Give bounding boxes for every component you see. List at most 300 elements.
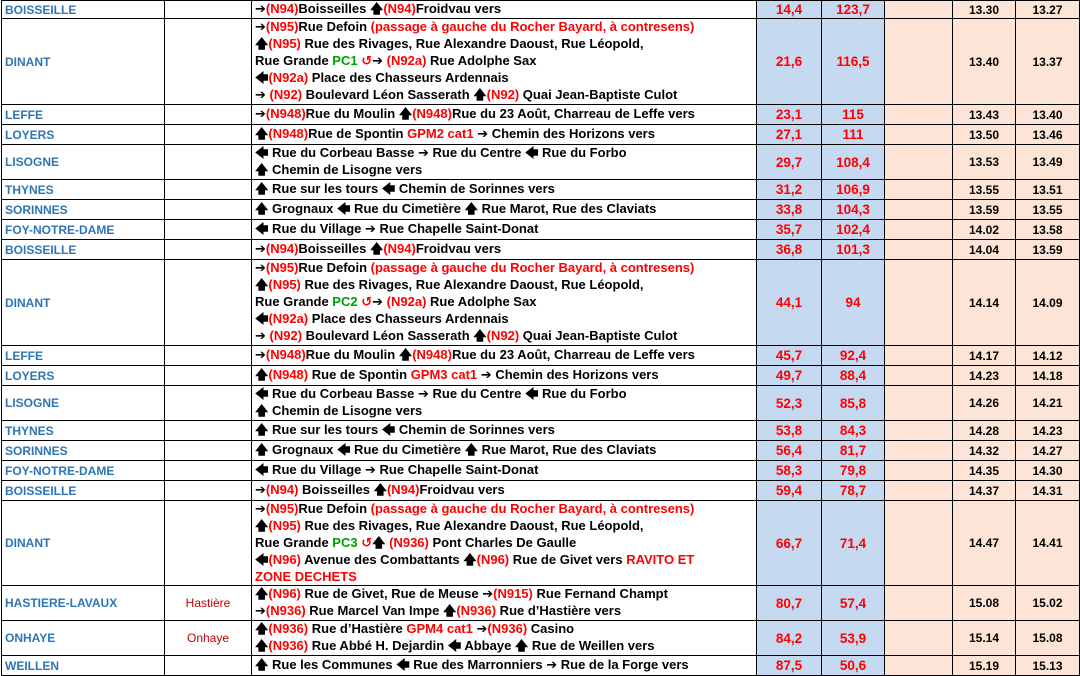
route-text: Rue du Moulin bbox=[305, 106, 399, 121]
route-line bbox=[255, 347, 753, 364]
table-row bbox=[2, 125, 1080, 145]
route-line bbox=[255, 442, 753, 459]
km-remaining-cell: 71,4 bbox=[822, 501, 885, 586]
km-remaining-cell: 108,4 bbox=[822, 145, 885, 180]
road-number: (N94) bbox=[265, 1, 299, 16]
arrow-right-icon: ➔ bbox=[255, 20, 266, 35]
route-directions-cell bbox=[252, 461, 757, 481]
route-line bbox=[255, 162, 753, 179]
location-cell: DINANT bbox=[2, 19, 165, 105]
checkpoint-label: PC2 bbox=[332, 294, 358, 309]
table-row bbox=[2, 621, 1080, 656]
time-slow-cell: 14.12 bbox=[1016, 346, 1080, 366]
road-number: (N95) bbox=[268, 518, 301, 533]
route-text: Rue Grande bbox=[255, 535, 333, 550]
route-directions-cell bbox=[252, 586, 757, 621]
table-row bbox=[2, 346, 1080, 366]
route-text: Rue du Moulin bbox=[305, 347, 399, 362]
arrow-right-icon: ➔ bbox=[476, 622, 488, 637]
route-text: Quai Jean-Baptiste Culot bbox=[519, 328, 678, 343]
route-text: Rue du Centre bbox=[428, 386, 525, 401]
empty-cell bbox=[885, 461, 953, 481]
route-text: Chemin des Horizons vers bbox=[488, 126, 655, 141]
arrow-up-icon: 🡅 bbox=[255, 37, 269, 52]
road-number: (N96) bbox=[476, 552, 510, 567]
table-row bbox=[2, 19, 1080, 105]
route-text: Rue d’Hastière bbox=[308, 621, 407, 636]
time-fast-cell: 14.02 bbox=[953, 220, 1016, 240]
km-done-cell: 58,3 bbox=[757, 461, 822, 481]
route-text: Abbaye bbox=[461, 638, 515, 653]
route-table-body bbox=[2, 1, 1080, 676]
empty-cell bbox=[885, 1, 953, 19]
empty-cell bbox=[885, 19, 953, 105]
arrow-up-icon: 🡅 bbox=[369, 242, 384, 257]
route-text: Rue de Givet, Rue de Meuse bbox=[300, 586, 483, 601]
route-text: Rue sur les tours bbox=[268, 181, 382, 196]
location-cell: LISOGNE bbox=[2, 145, 165, 180]
route-line bbox=[255, 403, 753, 420]
km-done-cell: 56,4 bbox=[757, 441, 822, 461]
time-slow-cell: 13.46 bbox=[1016, 125, 1080, 145]
route-directions-cell bbox=[252, 441, 757, 461]
empty-cell bbox=[885, 386, 953, 421]
location-cell: HASTIERE-LAVAUX bbox=[2, 586, 165, 621]
commune-cell bbox=[165, 366, 252, 386]
arrow-up-icon: 🡅 bbox=[255, 519, 269, 534]
route-text: Place des Chasseurs Ardennais bbox=[308, 311, 509, 326]
road-number: (N936) bbox=[268, 638, 309, 653]
road-number: (N94) bbox=[383, 1, 416, 16]
route-text: Grognaux bbox=[268, 442, 337, 457]
arrow-right-icon: ➔ bbox=[480, 368, 492, 383]
route-directions-cell bbox=[252, 346, 757, 366]
table-row bbox=[2, 220, 1080, 240]
route-line bbox=[255, 36, 753, 53]
km-done-cell: 44,1 bbox=[757, 260, 822, 346]
commune-cell bbox=[165, 260, 252, 346]
road-number: (N92a) bbox=[268, 70, 309, 85]
route-text: Chemin des Horizons vers bbox=[491, 367, 659, 382]
km-done-cell: 14,4 bbox=[757, 1, 822, 19]
arrow-up-icon: 🡅 bbox=[464, 443, 478, 458]
time-fast-cell: 13.40 bbox=[953, 19, 1016, 105]
route-text: Boisseilles bbox=[298, 241, 370, 256]
arrow-left-icon: 🡄 bbox=[255, 146, 269, 161]
time-slow-cell: 13.40 bbox=[1016, 105, 1080, 125]
km-done-cell: 80,7 bbox=[757, 586, 822, 621]
table-row bbox=[2, 586, 1080, 621]
location-cell: FOY-NOTRE-DAME bbox=[2, 461, 165, 481]
arrow-right-icon: ➔ bbox=[365, 463, 376, 478]
arrow-up-icon: 🡅 bbox=[463, 553, 477, 568]
arrow-right-icon: ➔ bbox=[255, 88, 266, 103]
route-directions-cell bbox=[252, 260, 757, 346]
route-text: Froidvau vers bbox=[419, 482, 505, 497]
climb-label: GPM4 cat1 bbox=[406, 621, 473, 636]
table-row bbox=[2, 366, 1080, 386]
time-fast-cell: 13.30 bbox=[953, 1, 1016, 19]
time-slow-cell: 14.23 bbox=[1016, 421, 1080, 441]
route-line bbox=[255, 586, 753, 603]
location-cell: DINANT bbox=[2, 501, 165, 586]
time-fast-cell: 13.55 bbox=[953, 180, 1016, 200]
route-text: Rue de Givet vers bbox=[509, 552, 627, 567]
road-number: (N948) bbox=[268, 126, 309, 141]
empty-cell bbox=[885, 421, 953, 441]
arrow-up-icon: 🡅 bbox=[369, 2, 384, 17]
location-cell: SORINNES bbox=[2, 441, 165, 461]
route-text: Rue du Corbeau Basse bbox=[268, 145, 418, 160]
location-cell: FOY-NOTRE-DAME bbox=[2, 220, 165, 240]
table-row bbox=[2, 105, 1080, 125]
feed-zone-label: ZONE DECHETS bbox=[255, 569, 357, 584]
arrow-right-icon: ➔ bbox=[477, 127, 489, 142]
road-number: (N948) bbox=[268, 367, 309, 382]
road-number: (N95) bbox=[265, 501, 299, 516]
commune-cell bbox=[165, 461, 252, 481]
route-directions-cell bbox=[252, 386, 757, 421]
route-text: Rue de Weillen vers bbox=[528, 638, 655, 653]
arrow-right-icon: ➔ bbox=[255, 261, 266, 276]
km-remaining-cell: 104,3 bbox=[822, 200, 885, 220]
commune-cell bbox=[165, 125, 252, 145]
route-line bbox=[255, 53, 753, 70]
road-number: (N95) bbox=[265, 260, 299, 275]
road-number: (N948) bbox=[412, 106, 452, 121]
commune-cell bbox=[165, 200, 252, 220]
arrow-left-icon: 🡄 bbox=[381, 182, 396, 197]
arrow-right-icon: ➔ bbox=[482, 587, 494, 602]
route-text: Rue d’Hastière vers bbox=[496, 603, 622, 618]
road-number: (N936) bbox=[456, 603, 497, 618]
time-slow-cell: 13.55 bbox=[1016, 200, 1080, 220]
route-text: Rue Marot, Rue des Claviats bbox=[477, 442, 657, 457]
empty-cell bbox=[885, 501, 953, 586]
location-cell: BOISSEILLE bbox=[2, 240, 165, 260]
table-row bbox=[2, 501, 1080, 586]
arrow-right-icon: ➔ bbox=[417, 146, 429, 161]
route-line bbox=[255, 294, 753, 311]
km-done-cell: 84,2 bbox=[757, 621, 822, 656]
km-remaining-cell: 79,8 bbox=[822, 461, 885, 481]
road-number: (N948) bbox=[412, 347, 452, 362]
loop-arrow-icon: ↺ bbox=[361, 54, 373, 69]
road-number: (N936) bbox=[389, 535, 429, 550]
km-remaining-cell: 88,4 bbox=[822, 366, 885, 386]
commune-cell bbox=[165, 180, 252, 200]
commune-cell bbox=[165, 346, 252, 366]
time-slow-cell: 15.13 bbox=[1016, 656, 1080, 676]
time-fast-cell: 14.14 bbox=[953, 260, 1016, 346]
empty-cell bbox=[885, 125, 953, 145]
commune-cell bbox=[165, 501, 252, 586]
route-directions-cell bbox=[252, 180, 757, 200]
arrow-up-icon: 🡅 bbox=[255, 587, 269, 602]
time-fast-cell: 13.53 bbox=[953, 145, 1016, 180]
arrow-up-icon: 🡅 bbox=[442, 604, 457, 619]
time-slow-cell: 14.21 bbox=[1016, 386, 1080, 421]
road-number: (N936) bbox=[265, 603, 306, 618]
arrow-up-icon: 🡅 bbox=[398, 107, 413, 122]
route-directions-cell bbox=[252, 366, 757, 386]
route-line bbox=[255, 552, 753, 569]
arrow-right-icon: ➔ bbox=[255, 604, 266, 619]
route-directions-cell bbox=[252, 481, 757, 501]
km-done-cell: 21,6 bbox=[757, 19, 822, 105]
arrow-up-icon: 🡅 bbox=[255, 278, 269, 293]
feed-zone-label: RAVITO ET bbox=[626, 552, 695, 567]
km-done-cell: 52,3 bbox=[757, 386, 822, 421]
time-slow-cell: 13.59 bbox=[1016, 240, 1080, 260]
location-cell: LOYERS bbox=[2, 366, 165, 386]
empty-cell bbox=[885, 621, 953, 656]
km-done-cell: 36,8 bbox=[757, 240, 822, 260]
route-directions-cell bbox=[252, 501, 757, 586]
arrow-left-icon: 🡄 bbox=[255, 387, 269, 402]
km-remaining-cell: 94 bbox=[822, 260, 885, 346]
route-text: Boisseilles bbox=[298, 1, 370, 16]
route-text: Rue Chapelle Saint-Donat bbox=[375, 221, 539, 236]
km-remaining-cell: 81,7 bbox=[822, 441, 885, 461]
empty-cell bbox=[885, 240, 953, 260]
location-cell: THYNES bbox=[2, 421, 165, 441]
time-slow-cell: 13.27 bbox=[1016, 1, 1080, 19]
table-row bbox=[2, 1, 1080, 19]
location-cell: ONHAYE bbox=[2, 621, 165, 656]
commune-cell bbox=[165, 240, 252, 260]
route-text: Rue Marot, Rue des Claviats bbox=[477, 201, 657, 216]
arrow-left-icon: 🡄 bbox=[255, 553, 269, 568]
route-directions-cell bbox=[252, 19, 757, 105]
arrow-left-icon: 🡄 bbox=[396, 658, 410, 673]
arrow-up-icon: 🡅 bbox=[473, 88, 487, 103]
km-done-cell: 59,4 bbox=[757, 481, 822, 501]
arrow-left-icon: 🡄 bbox=[255, 222, 269, 237]
commune-cell bbox=[165, 656, 252, 676]
loop-arrow-icon: ↺ bbox=[361, 536, 373, 551]
route-text: Rue de Spontin bbox=[308, 367, 411, 382]
empty-cell bbox=[885, 105, 953, 125]
arrow-up-icon: 🡅 bbox=[255, 658, 269, 673]
commune-cell bbox=[165, 145, 252, 180]
road-number: (N95) bbox=[268, 277, 301, 292]
arrow-up-icon: 🡅 bbox=[255, 622, 269, 637]
arrow-left-icon: 🡄 bbox=[255, 312, 269, 327]
route-text: Rue des Rivages, Rue Alexandre Daoust, Rue Léopold, bbox=[300, 277, 644, 292]
checkpoint-label: PC1 bbox=[332, 53, 358, 68]
location-cell: SORINNES bbox=[2, 200, 165, 220]
time-fast-cell: 14.17 bbox=[953, 346, 1016, 366]
commune-cell bbox=[165, 421, 252, 441]
time-slow-cell: 13.51 bbox=[1016, 180, 1080, 200]
route-line bbox=[255, 126, 753, 143]
location-cell: LOYERS bbox=[2, 125, 165, 145]
arrow-up-icon: 🡅 bbox=[464, 202, 478, 217]
table-row bbox=[2, 200, 1080, 220]
route-text: Froidvau vers bbox=[415, 241, 502, 256]
time-fast-cell: 13.43 bbox=[953, 105, 1016, 125]
arrow-up-icon: 🡅 bbox=[255, 127, 269, 142]
route-text: Rue sur les tours bbox=[268, 422, 382, 437]
route-text: Boulevard Léon Sasserath bbox=[302, 87, 474, 102]
km-remaining-cell: 92,4 bbox=[822, 346, 885, 366]
route-line bbox=[255, 482, 753, 499]
location-cell: THYNES bbox=[2, 180, 165, 200]
route-text: Rue Marcel Van Impe bbox=[305, 603, 443, 618]
empty-cell bbox=[885, 180, 953, 200]
km-done-cell: 31,2 bbox=[757, 180, 822, 200]
commune-cell bbox=[165, 1, 252, 19]
climb-label: GPM2 cat1 bbox=[407, 126, 474, 141]
route-text: Rue du Forbo bbox=[538, 145, 627, 160]
km-remaining-cell: 115 bbox=[822, 105, 885, 125]
route-line bbox=[255, 328, 753, 345]
route-line bbox=[255, 1, 753, 18]
location-cell: BOISSEILLE bbox=[2, 481, 165, 501]
route-text: Chemin de Lisogne vers bbox=[268, 162, 423, 177]
route-text: Rue Defoin bbox=[298, 260, 371, 275]
route-text: Rue du Centre bbox=[428, 145, 525, 160]
km-remaining-cell: 106,9 bbox=[822, 180, 885, 200]
route-text: Rue du 23 Août, Charreau de Leffe vers bbox=[451, 347, 695, 362]
table-row bbox=[2, 386, 1080, 421]
time-slow-cell: 14.18 bbox=[1016, 366, 1080, 386]
road-number: (N94) bbox=[265, 241, 299, 256]
route-line bbox=[255, 19, 753, 36]
time-fast-cell: 14.26 bbox=[953, 386, 1016, 421]
route-text: Rue du Corbeau Basse bbox=[268, 386, 418, 401]
road-number: (N92) bbox=[269, 328, 303, 343]
route-line bbox=[255, 657, 753, 674]
route-text: Rue Fernand Champt bbox=[532, 586, 668, 601]
km-done-cell: 27,1 bbox=[757, 125, 822, 145]
route-line bbox=[255, 241, 753, 258]
time-slow-cell: 15.02 bbox=[1016, 586, 1080, 621]
route-directions-cell bbox=[252, 145, 757, 180]
empty-cell bbox=[885, 366, 953, 386]
arrow-up-icon: 🡅 bbox=[372, 536, 386, 551]
location-cell: DINANT bbox=[2, 260, 165, 346]
time-slow-cell: 14.30 bbox=[1016, 461, 1080, 481]
time-fast-cell: 14.37 bbox=[953, 481, 1016, 501]
arrow-right-icon: ➔ bbox=[372, 295, 384, 310]
time-fast-cell: 13.50 bbox=[953, 125, 1016, 145]
time-fast-cell: 15.14 bbox=[953, 621, 1016, 656]
time-fast-cell: 14.04 bbox=[953, 240, 1016, 260]
arrow-left-icon: 🡄 bbox=[337, 202, 351, 217]
time-slow-cell: 14.09 bbox=[1016, 260, 1080, 346]
empty-cell bbox=[885, 441, 953, 461]
empty-cell bbox=[885, 656, 953, 676]
arrow-right-icon: ➔ bbox=[255, 329, 266, 344]
time-slow-cell: 14.41 bbox=[1016, 501, 1080, 586]
arrow-right-icon: ➔ bbox=[255, 483, 266, 498]
route-text: Pont Charles De Gaulle bbox=[428, 535, 577, 550]
route-text: Rue Defoin bbox=[298, 19, 371, 34]
route-line bbox=[255, 501, 753, 518]
table-row bbox=[2, 461, 1080, 481]
route-table bbox=[1, 0, 1080, 676]
arrow-left-icon: 🡄 bbox=[524, 146, 539, 161]
time-fast-cell: 14.35 bbox=[953, 461, 1016, 481]
arrow-right-icon: ➔ bbox=[255, 107, 266, 122]
empty-cell bbox=[885, 260, 953, 346]
arrow-left-icon: 🡄 bbox=[447, 639, 462, 654]
arrow-up-icon: 🡅 bbox=[255, 404, 269, 419]
route-line bbox=[255, 603, 753, 620]
km-remaining-cell: 123,7 bbox=[822, 1, 885, 19]
route-text: Chemin de Lisogne vers bbox=[268, 403, 423, 418]
arrow-left-icon: 🡄 bbox=[255, 71, 269, 86]
time-slow-cell: 13.37 bbox=[1016, 19, 1080, 105]
road-number: (N92) bbox=[486, 328, 520, 343]
table-row bbox=[2, 145, 1080, 180]
location-cell: BOISSEILLE bbox=[2, 1, 165, 19]
route-text: Rue des Marronniers bbox=[409, 657, 547, 672]
route-text: Rue Adolphe Sax bbox=[426, 53, 537, 68]
route-text: Rue Grande bbox=[255, 53, 333, 68]
route-text: Rue Abbé H. Dejardin bbox=[308, 638, 448, 653]
time-fast-cell: 13.59 bbox=[953, 200, 1016, 220]
route-text: Quai Jean-Baptiste Culot bbox=[519, 87, 678, 102]
route-line bbox=[255, 201, 753, 218]
route-line bbox=[255, 569, 753, 585]
route-text: Avenue des Combattants bbox=[300, 552, 464, 567]
table-row bbox=[2, 260, 1080, 346]
arrow-up-icon: 🡅 bbox=[255, 423, 269, 438]
road-number: (N92a) bbox=[386, 53, 427, 68]
time-slow-cell: 13.58 bbox=[1016, 220, 1080, 240]
route-directions-cell bbox=[252, 200, 757, 220]
road-number: (N92a) bbox=[268, 311, 309, 326]
route-line bbox=[255, 70, 753, 87]
road-number: (N92) bbox=[269, 87, 303, 102]
time-fast-cell: 15.08 bbox=[953, 586, 1016, 621]
route-line bbox=[255, 462, 753, 479]
route-line bbox=[255, 87, 753, 104]
route-text: Rue du Forbo bbox=[538, 386, 627, 401]
location-cell: LEFFE bbox=[2, 346, 165, 366]
arrow-up-icon: 🡅 bbox=[255, 202, 269, 217]
route-text: Rue du Village bbox=[268, 462, 365, 477]
arrow-right-icon: ➔ bbox=[417, 387, 429, 402]
km-remaining-cell: 53,9 bbox=[822, 621, 885, 656]
commune-cell bbox=[165, 105, 252, 125]
km-done-cell: 66,7 bbox=[757, 501, 822, 586]
empty-cell bbox=[885, 200, 953, 220]
road-number: (N936) bbox=[487, 621, 528, 636]
commune-cell bbox=[165, 220, 252, 240]
route-line bbox=[255, 367, 753, 384]
table-row bbox=[2, 441, 1080, 461]
road-number: (N92) bbox=[486, 87, 520, 102]
route-note: (passage à gauche du Rocher Bayard, à contresens) bbox=[370, 19, 695, 34]
arrow-up-icon: 🡅 bbox=[255, 182, 269, 197]
table-row bbox=[2, 481, 1080, 501]
route-note: (passage à gauche du Rocher Bayard, à contresens) bbox=[370, 501, 695, 516]
loop-arrow-icon: ↺ bbox=[361, 295, 373, 310]
route-text: Rue Defoin bbox=[298, 501, 371, 516]
time-fast-cell: 14.28 bbox=[953, 421, 1016, 441]
route-directions-cell bbox=[252, 421, 757, 441]
route-line bbox=[255, 638, 753, 655]
arrow-right-icon: ➔ bbox=[365, 222, 376, 237]
arrow-up-icon: 🡅 bbox=[473, 329, 487, 344]
route-line bbox=[255, 621, 753, 638]
empty-cell bbox=[885, 145, 953, 180]
arrow-up-icon: 🡅 bbox=[255, 443, 269, 458]
